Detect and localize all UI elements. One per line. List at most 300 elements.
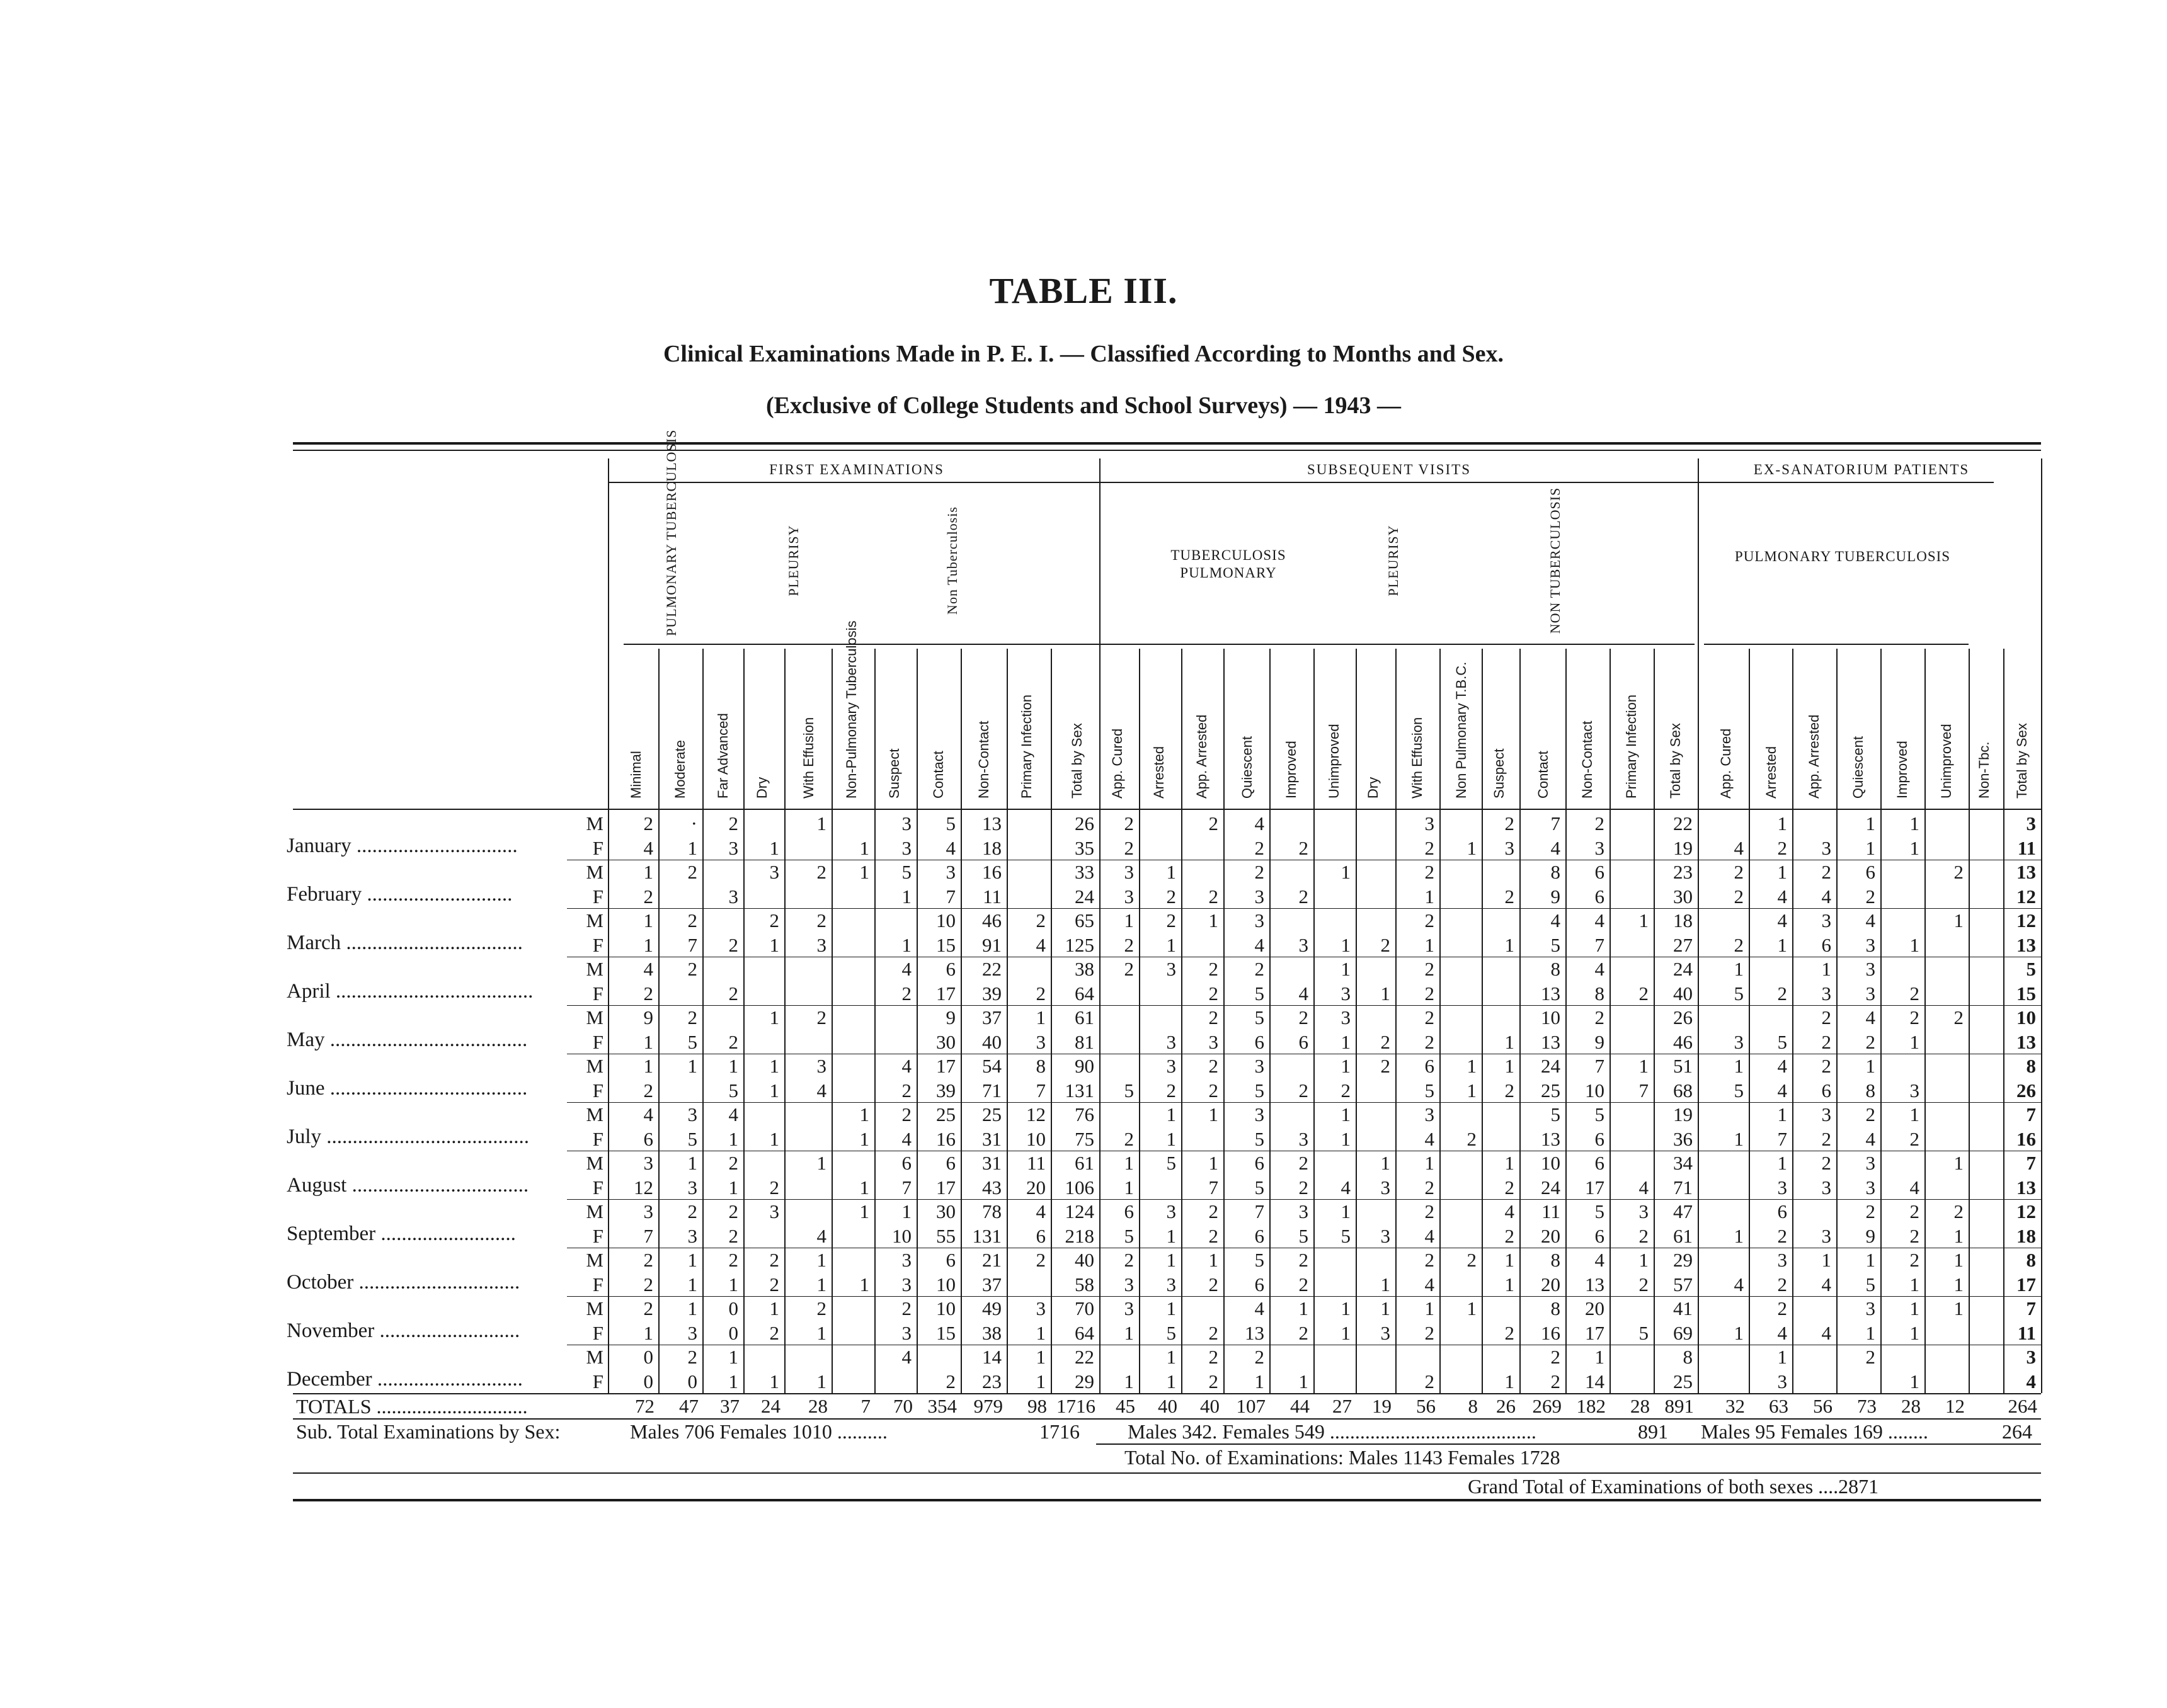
table-cell: 13 [2016, 1030, 2036, 1053]
table-cell: 4 [1777, 1079, 1787, 1102]
table-cell: 1 [859, 1200, 869, 1222]
totals-cell: 40 [1158, 1395, 1177, 1417]
table-cell: 1 [816, 1152, 826, 1174]
subgroup-underline-subseq [1096, 644, 1695, 645]
table-cell: 1 [769, 836, 779, 859]
table-cell: 1 [728, 1127, 738, 1150]
table-cell: 2 [1638, 1224, 1649, 1247]
table-cell: 1 [1208, 1152, 1218, 1174]
table-cell: 4 [1254, 933, 1264, 956]
sex-label-f: F [592, 1079, 603, 1102]
table-cell: 8 [1550, 1297, 1560, 1319]
table-cell: 4 [1594, 958, 1604, 980]
table-cell: 61 [1075, 1152, 1094, 1174]
table-cell: 2 [1504, 1079, 1514, 1102]
table-cell: 6 [1594, 1152, 1604, 1174]
table-cell: 4 [1909, 1176, 1919, 1198]
table-cell: 5 [1865, 1273, 1875, 1295]
col-header-arrested-12: Arrested [1151, 746, 1167, 799]
month-divider [567, 908, 2041, 909]
table-cell: 8 [2026, 1055, 2036, 1077]
table-cell: 3 [1638, 1200, 1649, 1222]
table-cell: 5 [1254, 1006, 1264, 1028]
table-cell: 3 [687, 1103, 697, 1125]
totals-cell: 40 [1200, 1395, 1220, 1417]
subtotal-first: Males 706 Females 1010 .......... [630, 1420, 888, 1443]
table-cell: 1 [1036, 1006, 1046, 1028]
table-cell: 1 [1865, 836, 1875, 859]
table-cell: 1 [728, 1273, 738, 1295]
table-cell: 51 [1673, 1055, 1693, 1077]
col-header-improved-15: Improved [1283, 741, 1299, 799]
table-cell: 4 [901, 1127, 912, 1150]
table-cell: 4 [643, 1103, 653, 1125]
table-cell: 5 [1254, 982, 1264, 1005]
table-cell: 1 [1166, 1224, 1176, 1247]
table-cell: 2 [769, 1249, 779, 1271]
table-cell: 1 [769, 933, 779, 956]
table-cell: 17 [1585, 1321, 1604, 1344]
table-cell: 1 [1865, 1321, 1875, 1344]
table-cell: 1 [1638, 1249, 1649, 1271]
table-cell: 14 [982, 1346, 1002, 1368]
table-cell: 5 [1166, 1321, 1176, 1344]
table-cell: 3 [1166, 1030, 1176, 1053]
table-cell: 15 [936, 933, 956, 956]
col-header-suspect-20: Suspect [1491, 748, 1507, 799]
table-cell: 2 [901, 1103, 912, 1125]
table-cell: 10 [1541, 1152, 1560, 1174]
col-header-unimproved-16: Unimproved [1326, 724, 1342, 799]
table-cell: 18 [982, 836, 1002, 859]
table-cell: 2 [1208, 812, 1218, 834]
table-cell: 24 [1541, 1176, 1560, 1198]
table-cell: 7 [2026, 1152, 2036, 1174]
table-cell: 1 [1166, 1370, 1176, 1392]
table-cell: 1 [769, 1079, 779, 1102]
table-cell: 91 [982, 933, 1002, 956]
table-cell: 46 [982, 909, 1002, 931]
table-cell: 47 [1673, 1200, 1693, 1222]
table-cell: 1 [859, 1273, 869, 1295]
table-cell: 26 [1673, 1006, 1693, 1028]
month-divider [567, 1102, 2041, 1103]
totals-cell: 28 [808, 1395, 828, 1417]
table-cell: 1 [643, 1030, 653, 1053]
table-cell: 2 [1298, 1079, 1308, 1102]
table-cell: 13 [2016, 861, 2036, 883]
table-cell: 1 [1777, 1346, 1787, 1368]
col-header-primary-infection-23: Primary Infection [1623, 694, 1639, 799]
table-cell: 5 [1550, 1103, 1560, 1125]
table-cell: 2 [643, 812, 653, 834]
table-cell: 3 [1865, 958, 1875, 980]
totals-cell: 47 [679, 1395, 699, 1417]
table-cell: 6 [1821, 1079, 1831, 1102]
table-cell: 2 [643, 1273, 653, 1295]
column-divider [1969, 649, 1970, 1393]
table-cell: 2 [1298, 836, 1308, 859]
table-cell: 4 [901, 958, 912, 980]
table-cell: 4 [1777, 1321, 1787, 1344]
table-cell: 30 [936, 1200, 956, 1222]
table-cell: 1 [1777, 812, 1787, 834]
month-label: June ...................................... [287, 1076, 528, 1100]
table-cell: 17 [2016, 1273, 2036, 1295]
table-cell: 29 [1673, 1249, 1693, 1271]
table-cell: 4 [1821, 1321, 1831, 1344]
table-cell: 1 [1821, 1249, 1831, 1271]
table-cell: 30 [936, 1030, 956, 1053]
table-cell: 5 [1777, 1030, 1787, 1053]
table-cell: 0 [687, 1370, 697, 1392]
table-cell: 3 [1865, 933, 1875, 956]
table-cell: 10 [936, 909, 956, 931]
table-cell: 1 [1380, 1297, 1390, 1319]
sex-label-m: M [586, 1055, 603, 1077]
table-cell: 0 [643, 1370, 653, 1392]
table-cell: 7 [946, 885, 956, 908]
table-cell: 2 [728, 1152, 738, 1174]
table-cell: 2 [1208, 1370, 1218, 1392]
table-subtitle: Clinical Examinations Made in P. E. I. — Classified According to Months and Sex. [663, 341, 1504, 367]
month-label: March .................................. [287, 931, 523, 954]
table-cell: 2 [769, 909, 779, 931]
table-cell: 40 [982, 1030, 1002, 1053]
month-label: December ............................ [287, 1367, 523, 1391]
table-cell: 1 [687, 836, 697, 859]
col-header-arrested-26: Arrested [1763, 746, 1779, 799]
col-header-improved-29: Improved [1894, 741, 1910, 799]
table-cell: 61 [1673, 1224, 1693, 1247]
sub-tuberculosis-pulmonary: TUBERCULOSIS PULMONARY [1170, 547, 1286, 581]
table-cell: 2 [1124, 1249, 1134, 1271]
sub-ex-pulmonary-tb: PULMONARY TUBERCULOSIS [1734, 549, 1951, 564]
table-cell: 2 [1036, 982, 1046, 1005]
table-cell: 4 [1638, 1176, 1649, 1198]
totals-cell: 73 [1857, 1395, 1877, 1417]
subtotal-rule [293, 1418, 2041, 1420]
table-cell: 1 [816, 1370, 826, 1392]
sex-label-f: F [592, 933, 603, 956]
month-label: September .......................... [287, 1222, 516, 1245]
table-cell: 4 [946, 836, 956, 859]
table-cell: 2 [1909, 982, 1919, 1005]
table-cell: 3 [1036, 1030, 1046, 1053]
table-cell: 2 [1208, 1200, 1218, 1222]
totals-cell: 28 [1901, 1395, 1921, 1417]
table-cell: 1 [1036, 1321, 1046, 1344]
table-cell: 68 [1673, 1079, 1693, 1102]
col-header-moderate-1: Moderate [672, 740, 688, 799]
table-cell: 3 [728, 836, 738, 859]
table-cell: 2 [816, 861, 826, 883]
table-cell: 3 [1504, 836, 1514, 859]
table-cell: 2 [1298, 1176, 1308, 1198]
table-cell: 218 [1065, 1224, 1094, 1247]
table-cell: 6 [946, 1249, 956, 1271]
table-cell: 2 [1298, 1273, 1308, 1295]
table-cell: 75 [1075, 1127, 1094, 1150]
table-cell: 1 [1036, 1346, 1046, 1368]
table-cell: 58 [1075, 1273, 1094, 1295]
table-cell: 3 [1298, 1200, 1308, 1222]
table-cell: 25 [1541, 1079, 1560, 1102]
table-cell: 1 [901, 885, 912, 908]
table-cell: 2 [1254, 958, 1264, 980]
table-cell: 3 [901, 1273, 912, 1295]
table-cell: 3 [1777, 1249, 1787, 1271]
col-header-non-tbc-31: Non-Tbc. [1976, 741, 1992, 799]
table-cell: 4 [1550, 909, 1560, 931]
table-cell: 1 [859, 1176, 869, 1198]
table-cell: 1 [728, 1176, 738, 1198]
table-cell: 25 [936, 1103, 956, 1125]
table-cell: 0 [728, 1321, 738, 1344]
table-cell: 1 [1341, 1127, 1351, 1150]
table-cell: 17 [1585, 1176, 1604, 1198]
table-cell: 124 [1065, 1200, 1094, 1222]
table-cell: 2 [901, 1079, 912, 1102]
table-cell: 1 [1166, 1127, 1176, 1150]
table-cell: 1 [728, 1370, 738, 1392]
totals-cell: 1716 [1056, 1395, 1095, 1417]
table-cell: 10 [892, 1224, 912, 1247]
table-subtitle-exclusions: (Exclusive of College Students and School Surveys) — 1943 — [765, 392, 1402, 419]
sex-label-m: M [586, 1249, 603, 1271]
table-cell: 3 [1124, 861, 1134, 883]
top-rule [293, 442, 2041, 445]
table-cell: 2 [728, 812, 738, 834]
table-cell: 1 [1380, 1152, 1390, 1174]
table-cell: 5 [1254, 1176, 1264, 1198]
sex-label-m: M [586, 1006, 603, 1028]
table-cell: 1 [687, 1152, 697, 1174]
table-cell: 2 [643, 982, 653, 1005]
table-cell: 2 [1298, 1152, 1308, 1174]
table-cell: 6 [1594, 885, 1604, 908]
table-cell: 6 [1254, 1030, 1264, 1053]
table-cell: 37 [982, 1006, 1002, 1028]
table-cell: 3 [1821, 982, 1831, 1005]
table-cell: 3 [1865, 1152, 1875, 1174]
table-cell: 5 [946, 812, 956, 834]
table-cell: 11 [1027, 1152, 1046, 1174]
table-cell: 29 [1075, 1370, 1094, 1392]
table-cell: 22 [982, 958, 1002, 980]
table-cell: 11 [1541, 1200, 1560, 1222]
table-cell: 1 [1467, 1297, 1477, 1319]
table-cell: 17 [936, 1176, 956, 1198]
table-cell: 5 [1734, 982, 1744, 1005]
table-cell: 2 [1124, 1127, 1134, 1150]
table-cell: 1 [859, 1127, 869, 1150]
table-cell: 1 [1777, 861, 1787, 883]
table-cell: 2 [1424, 1370, 1434, 1392]
col-header-non-pulmonary-tuberculosis-5: Non-Pulmonary Tuberculosis [843, 620, 859, 799]
col-header-total-by-sex-10: Total by Sex [1069, 723, 1085, 799]
table-cell: 2 [1298, 1249, 1308, 1271]
table-cell: 18 [2016, 1224, 2036, 1247]
table-cell: 9 [1594, 1030, 1604, 1053]
col-header-non-contact-22: Non-Contact [1579, 720, 1595, 799]
table-cell: 2 [687, 1346, 697, 1368]
table-cell: 1 [1777, 1152, 1787, 1174]
table-cell: 2 [1777, 1224, 1787, 1247]
table-cell: 3 [1036, 1297, 1046, 1319]
table-cell: 1 [1909, 1030, 1919, 1053]
totals-cell: 72 [635, 1395, 655, 1417]
table-cell: 2 [1424, 982, 1434, 1005]
table-cell: 41 [1673, 1297, 1693, 1319]
sex-label-f: F [592, 1176, 603, 1198]
table-cell: 26 [2016, 1079, 2036, 1102]
table-cell: 1 [1821, 958, 1831, 980]
col-header-non-pulmonary-t-b-c-19: Non Pulmonary T.B.C. [1453, 661, 1469, 799]
sub-first-pleurisy: PLEURISY [786, 525, 801, 596]
table-cell: 46 [1673, 1030, 1693, 1053]
table-cell: 3 [1298, 933, 1308, 956]
table-cell: 4 [728, 1103, 738, 1125]
table-cell: 1 [1909, 836, 1919, 859]
sex-label-f: F [592, 885, 603, 908]
table-cell: 10 [1585, 1079, 1604, 1102]
col-header-unimproved-30: Unimproved [1938, 724, 1954, 799]
table-cell: 2 [1424, 1176, 1434, 1198]
group-subsequent-visits: SUBSEQUENT VISITS [1307, 462, 1471, 477]
table-cell: 1 [1380, 982, 1390, 1005]
table-cell: 1 [1124, 1152, 1134, 1174]
table-cell: 2 [1424, 1249, 1434, 1271]
table-cell: 2 [1909, 1127, 1919, 1150]
table-cell: 1 [1504, 933, 1514, 956]
table-cell: 2 [1380, 1030, 1390, 1053]
table-cell: 1 [1504, 1030, 1514, 1053]
table-cell: 1 [1909, 1370, 1919, 1392]
table-cell: 5 [1298, 1224, 1308, 1247]
table-cell: 2 [1734, 861, 1744, 883]
table-cell: 5 [687, 1127, 697, 1150]
table-cell: 2 [1865, 1103, 1875, 1125]
table-cell: 3 [1777, 1370, 1787, 1392]
table-cell: 5 [1594, 1103, 1604, 1125]
table-cell: 4 [1594, 909, 1604, 931]
table-cell: 3 [1594, 836, 1604, 859]
table-cell: 1 [816, 1249, 826, 1271]
totals-cell: 56 [1813, 1395, 1833, 1417]
sex-label-m: M [586, 861, 603, 883]
table-cell: 2 [1298, 1321, 1308, 1344]
month-label: July ....................................... [287, 1125, 530, 1148]
sub-subsequent-non-tb: NON TUBERCULOSIS [1547, 487, 1563, 634]
totals-cell: 354 [927, 1395, 957, 1417]
table-cell: 3 [1821, 909, 1831, 931]
table-cell: 13 [982, 812, 1002, 834]
totals-cell: 56 [1416, 1395, 1436, 1417]
table-cell: 10 [1541, 1006, 1560, 1028]
table-cell: 1 [816, 1273, 826, 1295]
totals-cell: 19 [1372, 1395, 1392, 1417]
table-cell: 2 [1254, 861, 1264, 883]
table-cell: 2 [1208, 1321, 1218, 1344]
table-cell: 3 [901, 836, 912, 859]
totals-cell: 45 [1116, 1395, 1135, 1417]
table-cell: 12 [2016, 1200, 2036, 1222]
table-cell: 31 [982, 1152, 1002, 1174]
table-cell: 1 [1341, 1321, 1351, 1344]
table-cell: 7 [1594, 1055, 1604, 1077]
table-cell: 2 [728, 1249, 738, 1271]
table-cell: 6 [1298, 1030, 1308, 1053]
table-cell: 7 [1550, 812, 1560, 834]
table-cell: 6 [1821, 933, 1831, 956]
col-header-total-by-sex-32: Total by Sex [2014, 723, 2030, 799]
column-divider [961, 649, 962, 1393]
table-cell: 27 [1673, 933, 1693, 956]
table-cell: 2 [643, 1079, 653, 1102]
col-header-with-effusion-18: With Effusion [1409, 717, 1425, 799]
col-header-non-contact-8: Non-Contact [976, 720, 992, 799]
table-cell: 4 [1341, 1176, 1351, 1198]
table-cell: 6 [1254, 1152, 1264, 1174]
table-cell: 3 [1254, 909, 1264, 931]
table-cell: 39 [936, 1079, 956, 1102]
table-cell: 7 [901, 1176, 912, 1198]
table-cell: 1 [1734, 1224, 1744, 1247]
table-cell: 2 [687, 1200, 697, 1222]
table-cell: 2 [1821, 861, 1831, 883]
table-cell: 3 [769, 861, 779, 883]
table-cell: 3 [1124, 1297, 1134, 1319]
table-cell: 37 [982, 1273, 1002, 1295]
table-cell: 1 [1467, 1055, 1477, 1077]
table-cell: 5 [1550, 933, 1560, 956]
table-cell: 39 [982, 982, 1002, 1005]
table-cell: 6 [1594, 1127, 1604, 1150]
table-cell: 2 [1550, 1346, 1560, 1368]
table-cell: 5 [1124, 1079, 1134, 1102]
table-cell: 3 [1424, 812, 1434, 834]
table-title: TABLE III. [989, 270, 1178, 311]
table-cell: 2 [1254, 836, 1264, 859]
col-header-dry-3: Dry [754, 777, 770, 799]
table-cell: 11 [2017, 836, 2036, 859]
table-cell: 38 [1075, 958, 1094, 980]
table-cell: 1 [687, 1249, 697, 1271]
table-cell: 1 [1594, 1346, 1604, 1368]
sex-label-m: M [586, 1103, 603, 1125]
table-cell: 23 [982, 1370, 1002, 1392]
table-cell: 2 [1341, 1079, 1351, 1102]
table-cell: 1 [1341, 1200, 1351, 1222]
table-cell: 2 [1208, 1006, 1218, 1028]
table-cell: 1 [1953, 1297, 1964, 1319]
totals-cell: 44 [1290, 1395, 1310, 1417]
sex-label-f: F [592, 1370, 603, 1392]
table-cell: 38 [982, 1321, 1002, 1344]
table-cell: 1 [1166, 933, 1176, 956]
table-cell: 5 [1424, 1079, 1434, 1102]
table-cell: 2 [946, 1370, 956, 1392]
table-cell: 10 [936, 1297, 956, 1319]
table-cell: 5 [1594, 1200, 1604, 1222]
column-divider [1698, 458, 1699, 1393]
table-cell: 2 [1777, 982, 1787, 1005]
table-cell: 3 [2026, 1346, 2036, 1368]
table-cell: 1 [901, 1200, 912, 1222]
table-cell: 21 [982, 1249, 1002, 1271]
table-cell: 1 [1254, 1370, 1264, 1392]
